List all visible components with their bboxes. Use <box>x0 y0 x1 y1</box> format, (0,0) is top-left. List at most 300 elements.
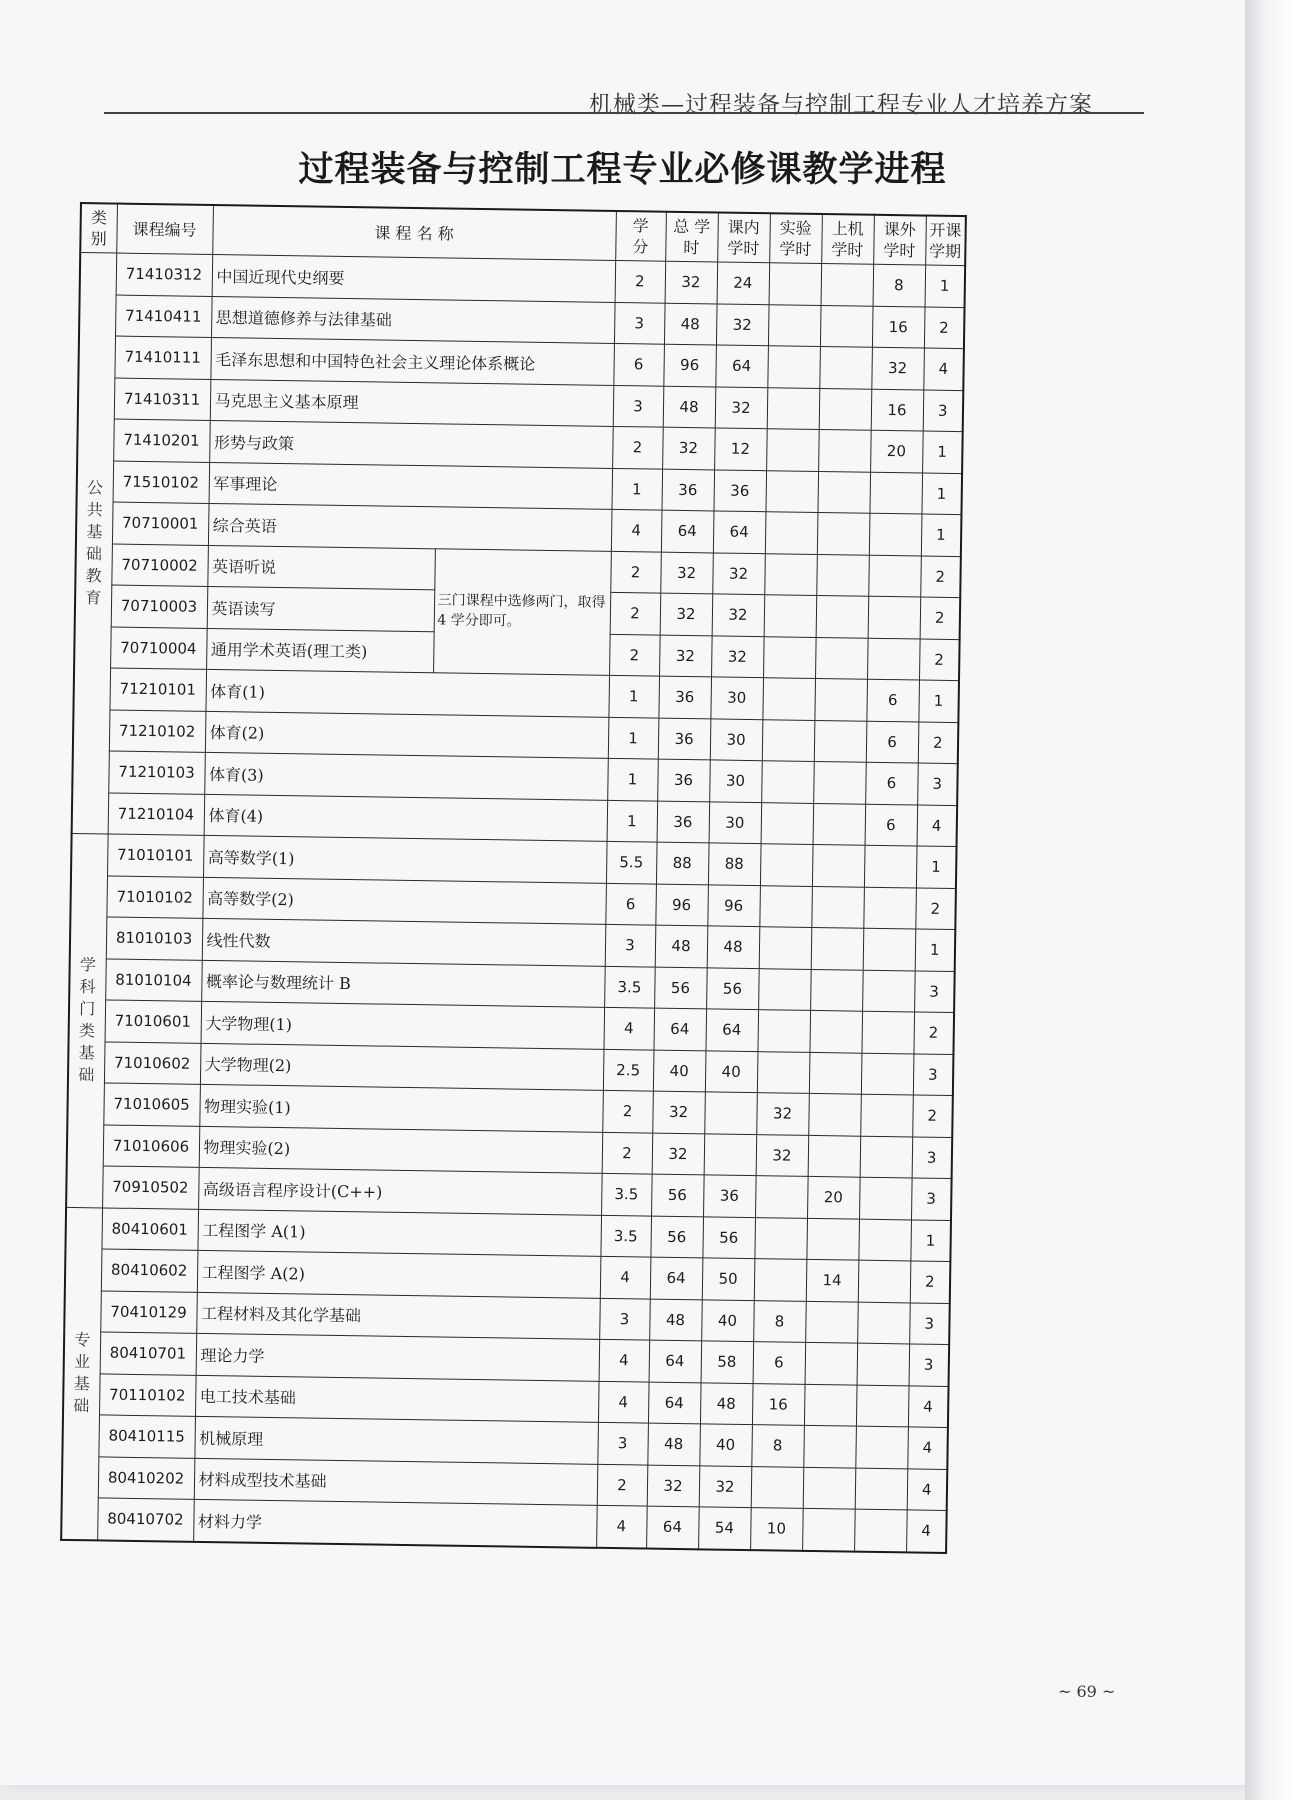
class-hours-cell: 36 <box>713 469 766 511</box>
credit-cell: 6 <box>605 883 656 925</box>
header-class-hours: 课内 学时 <box>717 212 770 262</box>
course-name: 体育(3) <box>204 752 608 799</box>
total-hours-cell: 36 <box>658 676 711 718</box>
credit-cell: 2 <box>609 634 660 676</box>
semester-cell: 1 <box>921 473 962 515</box>
computer-hours-cell <box>813 803 866 845</box>
semester-cell: 3 <box>913 1053 954 1095</box>
header-computer-hours: 上机 学时 <box>821 214 874 264</box>
course-code: 71210101 <box>109 668 206 711</box>
computer-hours-cell <box>819 346 872 388</box>
course-code: 71210103 <box>108 751 205 794</box>
course-code: 71010101 <box>107 834 204 877</box>
extra-hours-cell: 16 <box>872 306 925 348</box>
credit-cell: 3.5 <box>604 966 655 1008</box>
lab-hours-cell <box>762 678 815 720</box>
total-hours-cell: 56 <box>654 967 707 1009</box>
computer-hours-cell <box>811 927 864 969</box>
computer-hours-cell <box>806 1218 859 1260</box>
course-name: 工程材料及其化学基础 <box>196 1292 600 1339</box>
total-hours-cell: 64 <box>646 1506 699 1549</box>
class-hours-cell <box>704 1092 757 1134</box>
computer-hours-cell <box>804 1384 857 1426</box>
course-name: 通用学术英语(理工类) <box>206 628 434 673</box>
class-hours-cell: 64 <box>713 511 766 553</box>
class-hours-cell: 40 <box>701 1299 754 1341</box>
course-name: 大学物理(1) <box>201 1001 605 1048</box>
lab-hours-cell <box>765 470 818 512</box>
lab-hours-cell <box>764 595 817 637</box>
header-semester: 开课 学期 <box>925 216 966 266</box>
credit-cell: 3.5 <box>600 1215 651 1257</box>
category-label: 公共基础教育 <box>85 478 104 608</box>
course-name: 材料成型技术基础 <box>194 1458 598 1505</box>
class-hours-cell: 40 <box>705 1050 758 1092</box>
extra-hours-cell <box>867 638 920 680</box>
lab-hours-cell <box>754 1259 807 1301</box>
computer-hours-cell <box>816 554 869 596</box>
credit-cell: 2 <box>597 1464 648 1506</box>
extra-hours-cell <box>857 1302 910 1344</box>
computer-hours-cell <box>817 512 870 554</box>
class-hours-cell: 88 <box>708 843 761 885</box>
semester-cell: 1 <box>910 1219 951 1261</box>
course-table <box>60 202 967 1554</box>
course-name: 物理实验(2) <box>199 1126 603 1173</box>
class-hours-cell: 24 <box>717 262 770 304</box>
semester-cell: 1 <box>916 846 957 888</box>
lab-hours-cell: 8 <box>751 1425 804 1467</box>
credit-cell: 2 <box>602 1090 653 1132</box>
credit-cell: 2 <box>602 1132 653 1174</box>
total-hours-cell: 64 <box>653 1008 706 1050</box>
total-hours-cell: 36 <box>657 759 710 801</box>
semester-cell: 2 <box>920 556 961 598</box>
total-hours-cell: 32 <box>652 1091 705 1133</box>
course-code: 71410111 <box>114 336 211 379</box>
extra-hours-cell: 8 <box>873 264 926 306</box>
total-hours-cell: 32 <box>662 427 715 469</box>
total-hours-cell: 36 <box>661 469 714 511</box>
course-name: 电工技术基础 <box>195 1375 599 1422</box>
lab-hours-cell <box>764 553 817 595</box>
course-name: 高等数学(1) <box>203 835 607 882</box>
course-name: 体育(1) <box>205 669 609 716</box>
extra-hours-cell <box>861 1053 914 1095</box>
total-hours-cell: 64 <box>661 510 714 552</box>
course-code: 70110102 <box>99 1373 196 1416</box>
elective-note: 三门课程中选修两门，取得 4 学分即可。 <box>433 548 611 675</box>
scan-right-edge <box>1245 0 1297 1800</box>
semester-cell: 3 <box>923 390 964 432</box>
semester-cell: 3 <box>914 970 955 1012</box>
total-hours-cell: 36 <box>658 718 711 760</box>
extra-hours-cell <box>858 1260 911 1302</box>
total-hours-cell: 88 <box>656 842 709 884</box>
extra-hours-cell: 16 <box>871 389 924 431</box>
course-code: 70710002 <box>111 544 208 587</box>
computer-hours-cell <box>815 637 868 679</box>
semester-cell: 2 <box>919 639 960 681</box>
course-name: 综合英语 <box>208 503 612 550</box>
computer-hours-cell <box>821 264 874 306</box>
class-hours-cell: 56 <box>706 967 759 1009</box>
lab-hours-cell <box>758 968 811 1010</box>
lab-hours-cell <box>759 927 812 969</box>
class-hours-cell: 30 <box>710 677 763 719</box>
course-table-wrapper <box>60 202 967 1554</box>
computer-hours-cell <box>805 1301 858 1343</box>
course-name: 工程图学 A(2) <box>197 1250 601 1297</box>
credit-cell: 4 <box>603 1007 654 1049</box>
semester-cell: 1 <box>921 514 962 556</box>
lab-hours-cell: 10 <box>750 1508 803 1551</box>
credit-cell: 2.5 <box>603 1049 654 1091</box>
extra-hours-cell <box>863 887 916 929</box>
lab-hours-cell <box>760 844 813 886</box>
lab-hours-cell <box>761 761 814 803</box>
extra-hours-cell: 6 <box>866 679 919 721</box>
class-hours-cell: 30 <box>709 760 762 802</box>
semester-cell: 2 <box>913 1012 954 1054</box>
lab-hours-cell: 6 <box>753 1342 806 1384</box>
credit-cell: 2 <box>610 592 661 634</box>
lab-hours-cell <box>761 802 814 844</box>
table-body <box>61 253 965 1553</box>
total-hours-cell: 56 <box>650 1216 703 1258</box>
lab-hours-cell: 16 <box>752 1383 805 1425</box>
course-code: 71410411 <box>115 295 212 338</box>
semester-cell: 2 <box>915 887 956 929</box>
course-code: 80410701 <box>100 1332 197 1375</box>
course-name: 体育(2) <box>205 711 609 758</box>
semester-cell: 3 <box>911 1178 952 1220</box>
course-name: 理论力学 <box>196 1333 600 1380</box>
header-rule <box>104 112 1144 114</box>
extra-hours-cell <box>857 1343 910 1385</box>
credit-cell: 3 <box>597 1422 648 1464</box>
extra-hours-cell <box>856 1385 909 1427</box>
course-name: 材料力学 <box>193 1499 597 1547</box>
lab-hours-cell <box>754 1217 807 1259</box>
semester-cell: 3 <box>909 1344 950 1386</box>
lab-hours-cell <box>769 263 822 305</box>
credit-cell: 3 <box>605 924 656 966</box>
header-code: 课程编号 <box>116 204 213 255</box>
total-hours-cell: 48 <box>647 1423 700 1465</box>
total-hours-cell: 96 <box>663 344 716 386</box>
header-total-hours: 总 学时 <box>665 212 718 262</box>
total-hours-cell: 56 <box>651 1174 704 1216</box>
computer-hours-cell <box>803 1467 856 1509</box>
class-hours-cell: 30 <box>709 801 762 843</box>
page-number: ~ 69 ~ <box>1058 1682 1116 1701</box>
class-hours-cell: 32 <box>716 303 769 345</box>
semester-cell: 1 <box>915 929 956 971</box>
credit-cell: 2 <box>615 260 666 302</box>
course-code: 81010103 <box>106 917 203 960</box>
computer-hours-cell: 20 <box>807 1176 860 1218</box>
extra-hours-cell: 6 <box>865 762 918 804</box>
total-hours-cell: 96 <box>655 884 708 926</box>
credit-cell: 5.5 <box>606 841 657 883</box>
course-name: 工程图学 A(1) <box>197 1209 601 1256</box>
header-lab-hours: 实验 学时 <box>769 213 822 263</box>
course-code: 80410702 <box>97 1498 194 1541</box>
computer-hours-cell <box>816 595 869 637</box>
lab-hours-cell <box>766 429 819 471</box>
class-hours-cell: 58 <box>701 1341 754 1383</box>
lab-hours-cell <box>767 346 820 388</box>
computer-hours-cell <box>817 471 870 513</box>
class-hours-cell: 12 <box>714 428 767 470</box>
credit-cell: 1 <box>608 717 659 759</box>
header-credit: 学 分 <box>615 211 666 261</box>
class-hours-cell: 64 <box>715 345 768 387</box>
course-name: 体育(4) <box>204 794 608 841</box>
class-hours-cell: 56 <box>702 1216 755 1258</box>
computer-hours-cell <box>820 305 873 347</box>
total-hours-cell: 48 <box>649 1299 702 1341</box>
semester-cell: 1 <box>925 265 966 307</box>
semester-cell: 3 <box>917 763 958 805</box>
lab-hours-cell: 32 <box>756 1134 809 1176</box>
computer-hours-cell <box>812 844 865 886</box>
credit-cell: 2 <box>612 426 663 468</box>
credit-cell: 4 <box>596 1505 647 1548</box>
header-name: 课 程 名 称 <box>212 205 616 260</box>
course-code: 80410202 <box>98 1456 195 1499</box>
computer-hours-cell <box>818 429 871 471</box>
total-hours-cell: 48 <box>664 303 717 345</box>
semester-cell: 4 <box>917 804 958 846</box>
course-code: 80410602 <box>101 1249 198 1292</box>
course-code: 70910502 <box>102 1166 199 1209</box>
credit-cell: 3.5 <box>601 1173 652 1215</box>
total-hours-cell: 32 <box>647 1465 700 1507</box>
semester-cell: 3 <box>912 1136 953 1178</box>
computer-hours-cell <box>803 1425 856 1467</box>
class-hours-cell <box>704 1133 757 1175</box>
total-hours-cell: 32 <box>652 1133 705 1175</box>
semester-cell: 2 <box>910 1261 951 1303</box>
course-name: 毛泽东思想和中国特色社会主义理论体系概论 <box>210 337 614 384</box>
extra-hours-cell: 6 <box>865 804 918 846</box>
credit-cell: 1 <box>607 758 658 800</box>
extra-hours-cell <box>854 1509 907 1552</box>
course-code: 70710001 <box>112 502 209 545</box>
course-code: 71010606 <box>103 1124 200 1167</box>
extra-hours-cell <box>855 1426 908 1468</box>
extra-hours-cell <box>869 513 922 555</box>
course-code: 70410129 <box>100 1290 197 1333</box>
extra-hours-cell <box>864 845 917 887</box>
course-code: 71410201 <box>113 419 210 462</box>
total-hours-cell: 36 <box>657 801 710 843</box>
computer-hours-cell <box>809 1052 862 1094</box>
lab-hours-cell <box>765 512 818 554</box>
total-hours-cell: 48 <box>663 386 716 428</box>
total-hours-cell: 32 <box>659 635 712 677</box>
class-hours-cell: 36 <box>703 1175 756 1217</box>
course-code: 71010601 <box>105 1000 202 1043</box>
header-category: 类 别 <box>80 203 117 253</box>
class-hours-cell: 32 <box>712 594 765 636</box>
semester-cell: 4 <box>906 1510 947 1553</box>
course-name: 概率论与数理统计 B <box>201 960 605 1007</box>
class-hours-cell: 48 <box>700 1382 753 1424</box>
semester-cell: 2 <box>912 1095 953 1137</box>
class-hours-cell: 54 <box>698 1507 751 1550</box>
total-hours-cell: 64 <box>649 1340 702 1382</box>
course-code: 70710004 <box>110 627 207 670</box>
course-name: 军事理论 <box>209 462 613 509</box>
class-hours-cell: 50 <box>702 1258 755 1300</box>
computer-hours-cell <box>805 1342 858 1384</box>
category-cell <box>66 833 108 1207</box>
extra-hours-cell: 20 <box>870 430 923 472</box>
class-hours-cell: 32 <box>699 1465 752 1507</box>
computer-hours-cell <box>819 388 872 430</box>
course-code: 71210102 <box>109 709 206 752</box>
course-name: 中国近现代史纲要 <box>212 254 616 301</box>
course-name: 高级语言程序设计(C++) <box>198 1167 602 1214</box>
course-code: 81010104 <box>105 958 202 1001</box>
computer-hours-cell <box>814 720 867 762</box>
computer-hours-cell <box>808 1093 861 1135</box>
credit-cell: 3 <box>614 302 665 344</box>
class-hours-cell: 48 <box>707 926 760 968</box>
course-name: 马克思主义基本原理 <box>210 379 614 426</box>
extra-hours-cell <box>863 928 916 970</box>
credit-cell: 2 <box>610 551 661 593</box>
total-hours-cell: 32 <box>665 261 718 303</box>
extra-hours-cell <box>868 596 921 638</box>
extra-hours-cell <box>861 1011 914 1053</box>
extra-hours-cell: 32 <box>871 347 924 389</box>
lab-hours-cell <box>757 1051 810 1093</box>
credit-cell: 1 <box>608 675 659 717</box>
course-code: 70710003 <box>111 585 208 628</box>
course-code: 80410601 <box>101 1207 198 1250</box>
computer-hours-cell <box>813 761 866 803</box>
semester-cell: 2 <box>924 307 965 349</box>
computer-hours-cell <box>810 969 863 1011</box>
semester-cell: 3 <box>909 1302 950 1344</box>
semester-cell: 4 <box>907 1468 948 1510</box>
extra-hours-cell <box>858 1219 911 1261</box>
extra-hours-cell: 6 <box>866 721 919 763</box>
category-cell <box>61 1207 102 1540</box>
course-name: 英语听说 <box>207 545 435 590</box>
course-code: 71410311 <box>114 378 211 421</box>
course-name: 高等数学(2) <box>202 877 606 924</box>
category-label: 专业基础 <box>73 1330 91 1416</box>
extra-hours-cell <box>862 970 915 1012</box>
lab-hours-cell <box>759 885 812 927</box>
extra-hours-cell <box>855 1468 908 1510</box>
course-name: 思想道德修养与法律基础 <box>211 296 615 343</box>
computer-hours-cell <box>811 886 864 928</box>
page-title: 过程装备与控制工程专业必修课教学进程 <box>298 150 947 190</box>
semester-cell: 4 <box>923 348 964 390</box>
computer-hours-cell <box>814 678 867 720</box>
class-hours-cell: 32 <box>712 552 765 594</box>
credit-cell: 3 <box>599 1298 650 1340</box>
lab-hours-cell <box>767 387 820 429</box>
credit-cell: 6 <box>613 343 664 385</box>
course-name: 英语读写 <box>207 586 435 631</box>
class-hours-cell: 30 <box>710 718 763 760</box>
running-header: 机械类—过程装备与控制工程专业人才培养方案 <box>589 92 1093 118</box>
semester-cell: 2 <box>918 721 959 763</box>
semester-cell: 1 <box>922 431 963 473</box>
semester-cell: 4 <box>907 1427 948 1469</box>
course-code: 71510102 <box>113 461 210 504</box>
course-name: 大学物理(2) <box>200 1043 604 1090</box>
semester-cell: 4 <box>908 1385 949 1427</box>
class-hours-cell: 96 <box>707 884 760 926</box>
lab-hours-cell <box>755 1176 808 1218</box>
extra-hours-cell <box>860 1136 913 1178</box>
extra-hours-cell <box>868 555 921 597</box>
lab-hours-cell <box>757 1010 810 1052</box>
extra-hours-cell <box>869 472 922 514</box>
computer-hours-cell <box>802 1508 855 1551</box>
class-hours-cell: 40 <box>699 1424 752 1466</box>
class-hours-cell: 32 <box>711 635 764 677</box>
lab-hours-cell: 8 <box>753 1300 806 1342</box>
class-hours-cell: 32 <box>715 386 768 428</box>
total-hours-cell: 32 <box>660 552 713 594</box>
total-hours-cell: 64 <box>650 1257 703 1299</box>
computer-hours-cell: 14 <box>806 1259 859 1301</box>
computer-hours-cell <box>808 1135 861 1177</box>
total-hours-cell: 40 <box>653 1050 706 1092</box>
credit-cell: 4 <box>611 509 662 551</box>
course-code: 71410312 <box>116 253 213 296</box>
lab-hours-cell <box>762 719 815 761</box>
lab-hours-cell <box>768 304 821 346</box>
lab-hours-cell: 32 <box>756 1093 809 1135</box>
category-label: 学科门类基础 <box>78 955 97 1085</box>
credit-cell: 1 <box>611 468 662 510</box>
total-hours-cell: 32 <box>660 593 713 635</box>
course-code: 71010102 <box>106 875 203 918</box>
course-code: 71010602 <box>104 1041 201 1084</box>
total-hours-cell: 48 <box>655 925 708 967</box>
extra-hours-cell <box>860 1094 913 1136</box>
course-name: 形势与政策 <box>209 420 613 467</box>
credit-cell: 4 <box>599 1339 650 1381</box>
course-code: 71210104 <box>108 792 205 835</box>
credit-cell: 4 <box>598 1381 649 1423</box>
class-hours-cell: 64 <box>705 1009 758 1051</box>
credit-cell: 1 <box>607 800 658 842</box>
total-hours-cell: 64 <box>648 1382 701 1424</box>
lab-hours-cell <box>751 1466 804 1508</box>
extra-hours-cell <box>859 1177 912 1219</box>
course-name: 物理实验(1) <box>199 1084 603 1131</box>
semester-cell: 1 <box>918 680 959 722</box>
course-name: 线性代数 <box>202 918 606 965</box>
course-code: 80410115 <box>98 1415 195 1458</box>
header-extra-hours: 课外 学时 <box>873 215 926 265</box>
computer-hours-cell <box>809 1010 862 1052</box>
course-name: 机械原理 <box>194 1416 598 1463</box>
credit-cell: 3 <box>613 385 664 427</box>
lab-hours-cell <box>763 636 816 678</box>
